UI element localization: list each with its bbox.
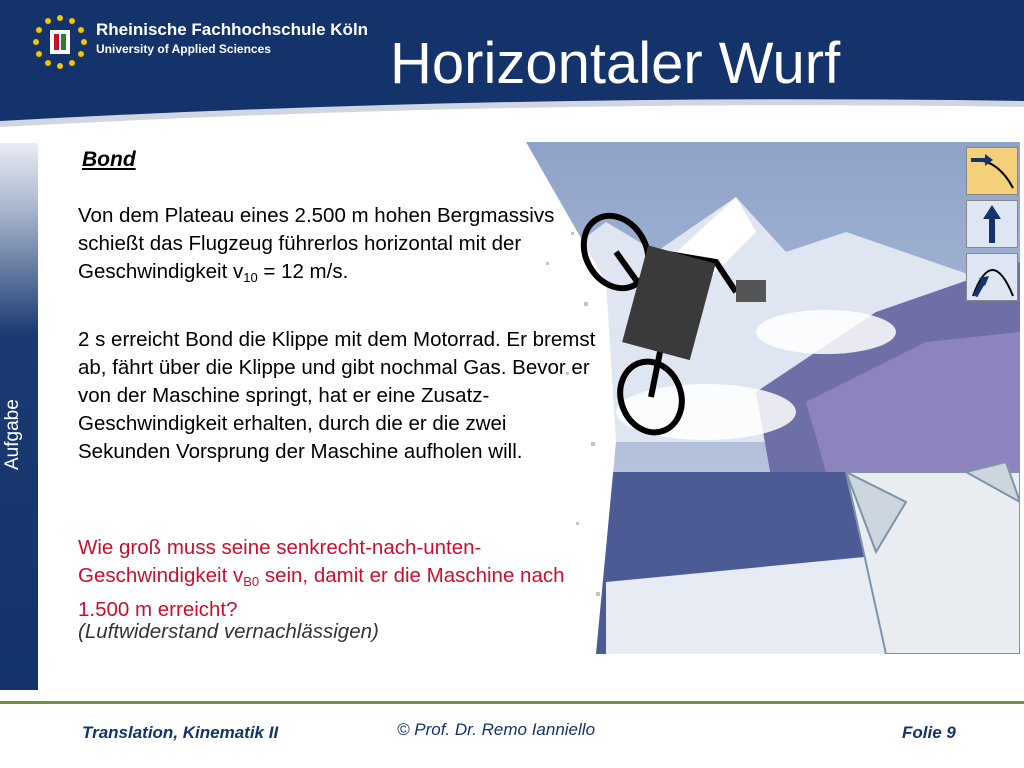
nav-button-vertical-throw[interactable] [966,200,1018,248]
horizontal-throw-icon [967,148,1017,194]
footer-copyright: © Prof. Dr. Remo Ianniello [397,720,596,739]
task-question-text: Wie groß muss seine senkrecht-nach-unten-Geschwindigkeit v [78,536,482,587]
task-note: (Luftwiderstand vernachlässigen) [78,620,379,643]
task-paragraph-1-text: Von dem Plateau eines 2.500 m hohen Bergmassivs schießt das Flugzeug führerlos horizontal mit der Geschwindigkeit v [78,204,555,283]
institution-subtitle: University of Applied Sciences [96,42,271,56]
nav-button-horizontal-throw[interactable] [966,147,1018,195]
task-question [78,534,598,624]
velocity-subscript: 10 [243,270,258,285]
task-paragraph-2: 2 s erreicht Bond die Klippe mit dem Motorrad. Er bremst ab, fährt über die Klippe und gibt nochmal Gas. Bevor er von der Maschine springt, hat er eine Zusatz-Geschwindigkeit erhalten, durch die er die zwei Sekunden Vorsprung der Maschine aufholen will. [78,328,596,463]
nav-button-oblique-throw[interactable] [966,253,1018,301]
header-curve [0,96,1024,146]
question-velocity-subscript: B0 [243,574,260,589]
task-question-text-end: sein, damit er die Maschine nach 1.500 m erreicht? [78,564,565,621]
footer-slide-number: Folie 9 [902,723,956,742]
footer-course-title: Translation, Kinematik II [82,723,279,742]
side-bar-label: Aufgabe [2,399,23,470]
university-logo-icon [30,12,90,72]
task-paragraph-1 [78,202,598,292]
footer-divider [0,701,1024,704]
vertical-throw-icon [967,201,1017,247]
oblique-throw-icon [967,254,1017,300]
institution-name: Rheinische Fachhochschule Köln [96,20,369,39]
task-paragraph-1-text-end: = 12 m/s. [257,260,349,283]
slide-title: Horizontaler Wurf [390,31,841,96]
task-heading: Bond [82,148,136,171]
